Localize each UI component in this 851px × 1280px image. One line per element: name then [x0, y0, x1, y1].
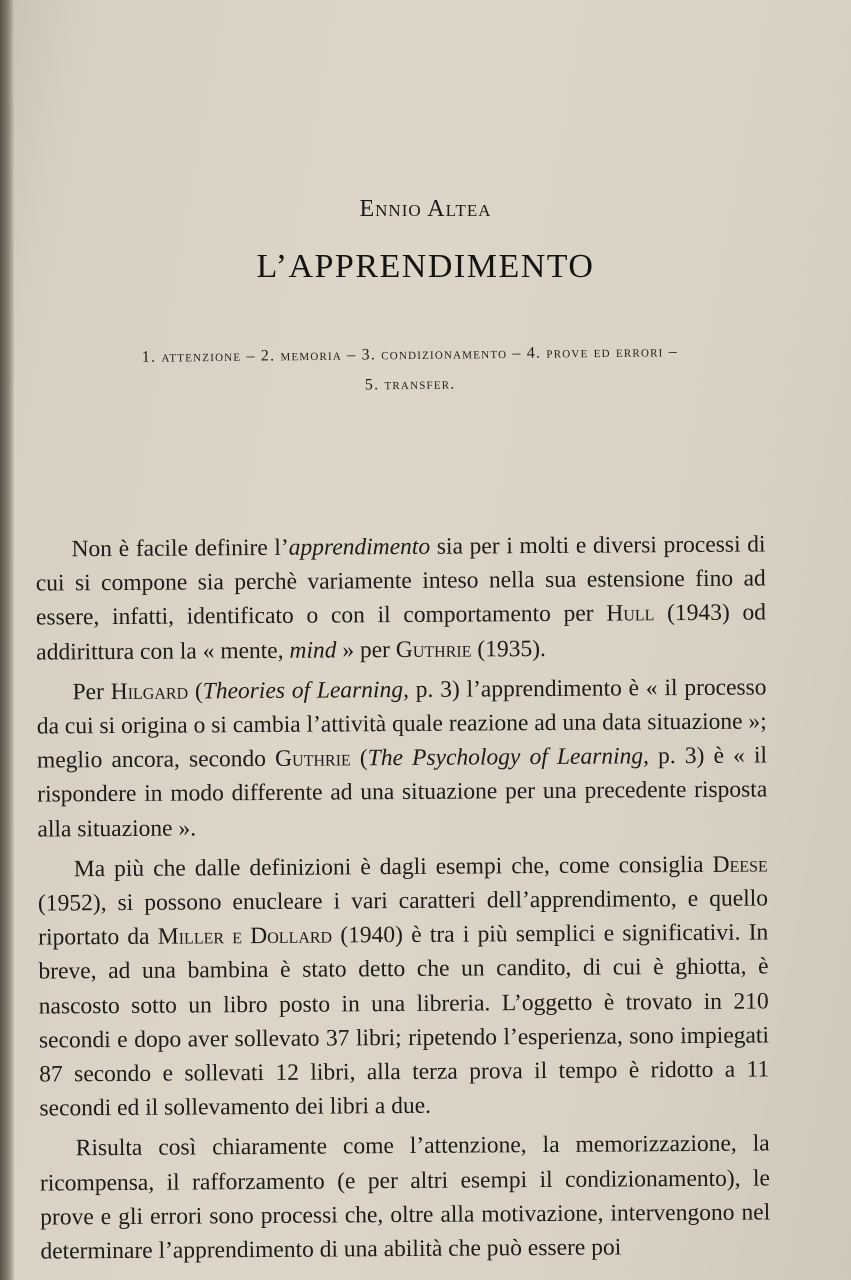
- toc-item: 4. prove ed errori: [526, 343, 664, 362]
- toc-separator: –: [241, 347, 261, 365]
- text-run: (1940) è tra i più semplici e significativi. In breve, ad una bambina è stato detto che un candito, di cui è ghiotta, è nascosto sotto un libro posto in una libreria. L’oggetto è trovato in 210 secondi e dopo aver sollevato 37 libri; ripetendo l’esperienza, sono impiegati 87 secondo e sollevati 12 libri, alla terza prova il tempo è ridotto a 11 secondi ed il sollevamento dei libri a due.: [38, 919, 770, 1122]
- text-run: Non è facile definire l’: [71, 534, 289, 563]
- author-ref: Deese: [712, 851, 768, 878]
- author-name: Ennio Altea: [359, 196, 492, 222]
- author-ref: Guthrie: [395, 636, 472, 663]
- text-run: p. 3) l’apprendimento è « il processo da cui si origina o si cambia l’attività quale reazione ad una data situazione »; meglio ancora, secondo: [36, 674, 767, 774]
- toc-separator: –: [341, 346, 362, 364]
- toc-separator: –: [507, 344, 527, 362]
- text-run: (1935).: [471, 635, 546, 663]
- toc-item: 5. transfer.: [364, 375, 456, 394]
- text-run: Risulta così chiaramente come l’attenzione, la memorizzazione, la ricompensa, il rafforzamento (e per altri esempi il condizionamento), le prove e gli errori sono processi che, oltre alla motivazione, intervengono nel determinare l’apprendimento di una abilità che può essere poi: [39, 1130, 771, 1265]
- text-run: (1952), si possono enucleare i vari caratteri dell’apprendimento, e quello riportato da: [37, 885, 769, 951]
- toc-separator: –: [663, 343, 678, 361]
- toc-item: 1. attenzione: [141, 347, 242, 366]
- paragraph-4: [40, 1127, 771, 1269]
- paragraph-2: [36, 670, 767, 846]
- text-run: (: [188, 678, 203, 705]
- toc-item: 3. condizionamento: [361, 344, 508, 364]
- toc-item: 2. memoria: [260, 346, 343, 365]
- author-ref: Guthrie: [275, 745, 351, 773]
- italic-term: mind: [289, 637, 337, 664]
- paragraph-3: [38, 847, 770, 1126]
- author-ref: Miller e Dollard: [157, 922, 333, 950]
- italic-term: apprendimento: [288, 533, 431, 561]
- chapter-title: L’APPRENDIMENTO: [256, 248, 595, 285]
- text-run: (1943) od addirittura con la « mente,: [36, 599, 767, 666]
- text-run: Ma più che dalle definizioni è dagli esempi che, come consiglia: [73, 851, 713, 883]
- body-text: [35, 527, 770, 1274]
- text-run: (: [350, 745, 368, 772]
- author-ref: Hilgard: [110, 678, 189, 705]
- book-gutter: [0, 0, 14, 1280]
- paragraph-1: [35, 527, 766, 669]
- text-run: sia per i molti e diversi processi di cui si compone sia perchè variamente inteso nella sua estensione fino ad essere, infatti, identificato o con il comportamento per: [35, 531, 766, 631]
- chapter-contents: [30, 336, 791, 404]
- book-title: Theories of Learning,: [202, 676, 410, 705]
- author-ref: Hull: [606, 600, 655, 627]
- text-run: Per: [72, 678, 111, 706]
- book-title: The Psychology of Learning,: [367, 743, 650, 772]
- text-run: » per: [336, 636, 396, 664]
- text-run: p. 3) è « il rispondere in modo differente ad una situazione per una precedente risposta alla situazione ».: [37, 742, 768, 843]
